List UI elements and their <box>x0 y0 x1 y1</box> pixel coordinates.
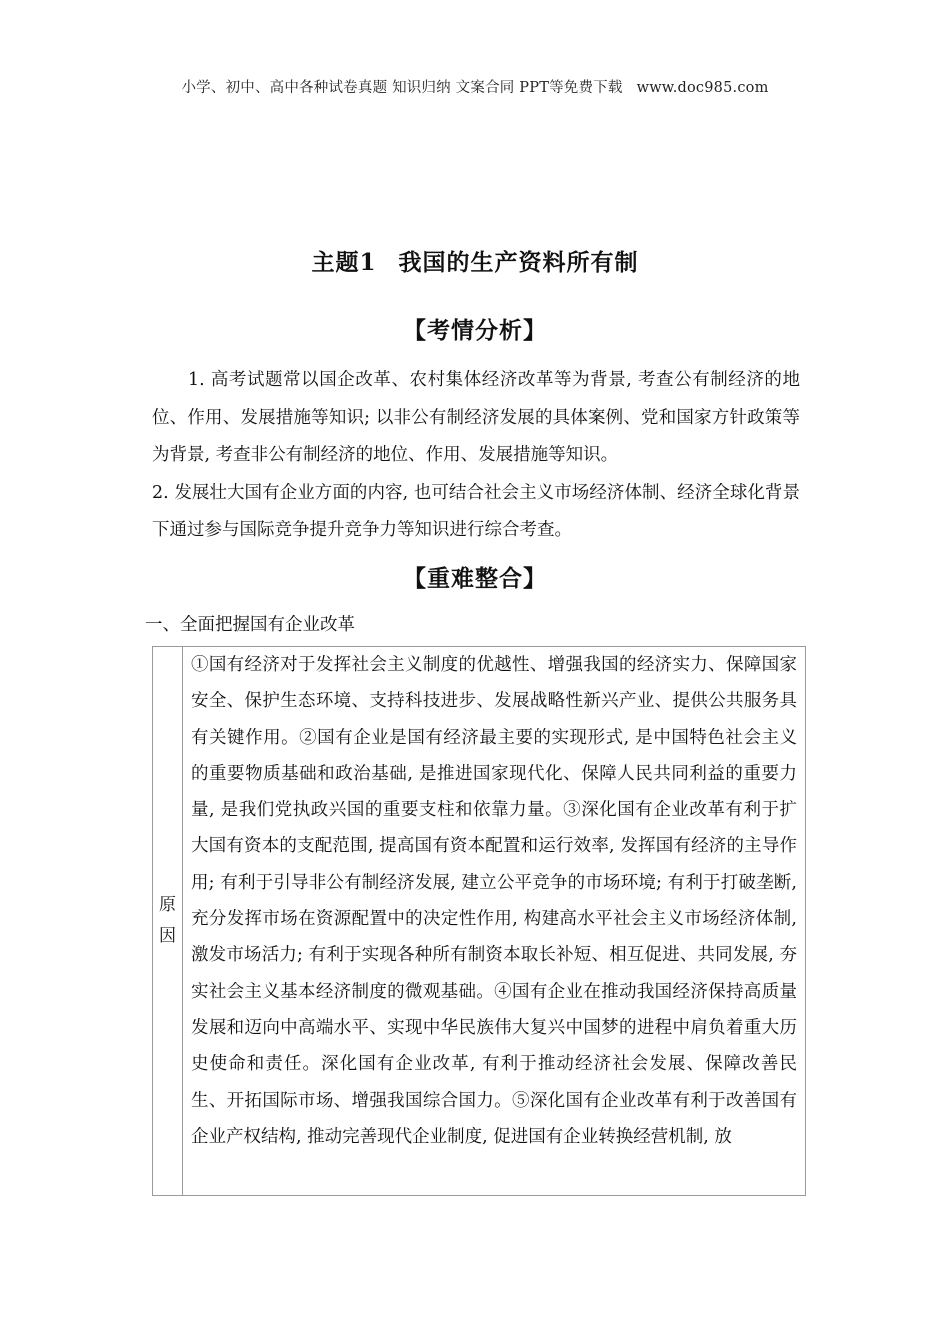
analysis-body <box>152 362 800 550</box>
table-label-cell <box>153 647 183 1195</box>
page-title <box>0 244 950 277</box>
header-text: 小学、初中、高中各种试卷真题 知识归纳 文案合同 PPT等免费下载 <box>181 80 623 96</box>
header-site[interactable]: www.doc985.com <box>636 80 769 96</box>
topic-name: 我国的生产资料所有制 <box>398 249 639 276</box>
integration-heading: 【重难整合】 <box>403 565 547 592</box>
topic-number: 主题1 <box>311 249 377 276</box>
subsection-heading: 一、全面把握国有企业改革 <box>145 615 355 635</box>
analysis-heading: 【考情分析】 <box>403 317 547 344</box>
analysis-paragraph-1: 1. 高考试题常以国企改革、农村集体经济改革等为背景, 考查公有制经济的地位、作用、发展措施等知识; 以非公有制经济发展的具体案例、党和国家方针政策等为背景, 考查非公有制经济的地位、作用、发展措施等知识。 <box>152 370 800 465</box>
table-content-cell: ①国有经济对于发挥社会主义制度的优越性、增强我国的经济实力、保障国家安全、保护生态环境、支持科技进步、发展战略性新兴产业、提供公共服务具有关键作用。②国有企业是国有经济最主要的实现形式, 是中国特色社会主义的重要物质基础和政治基础, 是推进国家现代化、保障人民共同利益的重要力量, 是我们党执政兴国的重要支柱和依靠力量。③深化国有企业改革有利于扩大国有资本的支配范围, 提高国有资本配置和运行效率, 发挥国有经济的主导作用; 有利于引导非公有制经济发展, 建立公平竞争的市场环境; 有利于打破垄断, 充分发挥市场在资源配置中的决定性作用, 构建高水平社会主义市场经济体制, 激发市场活力; 有利于实现各种所有制资本取长补短、相互促进、共同发展, 夯实社会主义基本经济制度的微观基础。④国有企业在推动我国经济保持高质量发展和迈向中高端水平、实现中华民族伟大复兴中国梦的进程中肩负着重大历史使命和责任。深化国有企业改革, 有利于推动经济社会发展、保障改善民生、开拓国际市场、增强我国综合国力。⑤深化国有企业改革有利于改善国有企业产权结构, 推动完善现代企业制度, 促进国有企业转换经营机制, 放 <box>191 655 797 1147</box>
analysis-paragraph-2: 2. 发展壮大国有企业方面的内容, 也可结合社会主义市场经济体制、经济全球化背景下通过参与国际竞争提升竞争力等知识进行综合考查。 <box>152 482 800 540</box>
reform-table <box>152 646 806 1196</box>
table-label: 原因 <box>159 895 176 946</box>
page-header <box>0 76 950 97</box>
